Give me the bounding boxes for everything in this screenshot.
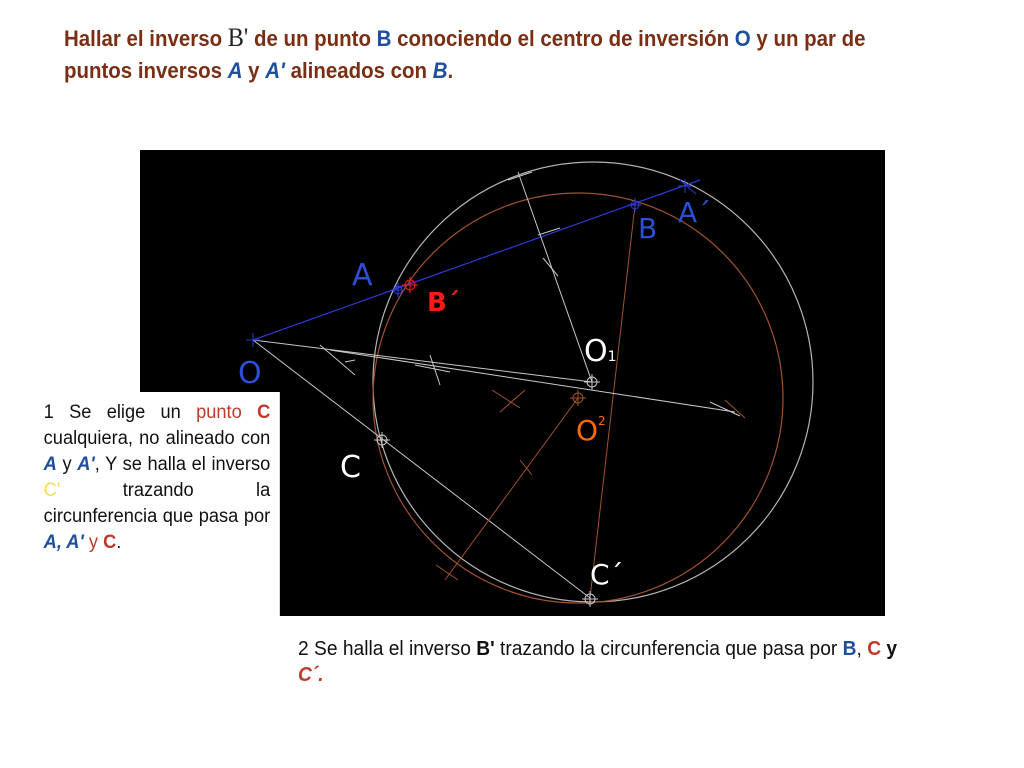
label-a-prime: A´ [678, 196, 712, 229]
step2-text: y [881, 638, 898, 660]
point-bprime [402, 277, 418, 293]
step1-text: y [56, 454, 78, 475]
step1-text [242, 402, 257, 423]
label-b-prime: B´ [427, 288, 460, 318]
line-o-o1 [253, 340, 592, 382]
title-text: conociendo el centro de inversión [391, 26, 735, 51]
bisector-c-cprime [445, 398, 578, 580]
step1-c2: C [103, 532, 117, 553]
step2-c: C [867, 638, 882, 660]
title-text: y un par de puntos inversos [64, 26, 866, 83]
arc-mark [320, 345, 355, 375]
arc-mark [543, 258, 558, 276]
title-b: B [376, 26, 392, 51]
label-b: B [638, 212, 658, 245]
arc-mark [500, 390, 525, 412]
step2-text: trazando la circunferencia que pasa por [494, 638, 843, 660]
bisector-a-c [330, 350, 735, 412]
step1-cprime: C' [43, 480, 61, 501]
step1-text: trazando la circunferencia que pasa por [43, 480, 271, 527]
label-o1-letter: O [584, 334, 608, 369]
step1-text: cualquiera, no alineado con [43, 428, 271, 449]
point-markers [374, 374, 600, 607]
step2-bprime: B' [476, 638, 495, 660]
line-o-aprime [253, 180, 700, 340]
label-o2 [576, 414, 606, 447]
title-text: de un punto [248, 26, 377, 51]
point-o2 [570, 390, 586, 406]
arc-mark [520, 460, 532, 475]
title-text: . [447, 58, 454, 83]
step-2-text [298, 636, 912, 688]
label-o1 [584, 334, 617, 369]
step1-aa: A, A' [43, 532, 84, 553]
step-1-text [36, 392, 280, 642]
title-aprime: A' [265, 58, 285, 83]
label-o2-letter: O [576, 414, 599, 447]
bisector-a-aprime [518, 172, 592, 382]
page-title [64, 22, 929, 87]
title-a: A [227, 58, 243, 83]
step1-text: . [116, 532, 122, 553]
step1-c: C [257, 402, 271, 423]
line-o-c [253, 340, 590, 598]
title-text: Hallar el inverso [64, 26, 228, 51]
step2-b: B [842, 638, 857, 660]
title-text: alineados con [284, 58, 433, 83]
line-b-cprime [590, 205, 635, 598]
title-o: O [734, 26, 751, 51]
step1-y: y [88, 532, 99, 553]
step2-text: 2 Se halla el inverso [298, 638, 477, 660]
step1-text: 1 Se elige un [43, 402, 197, 423]
label-c: C [340, 450, 361, 485]
arc-mark [345, 360, 355, 362]
label-c-prime: C´ [590, 558, 624, 591]
step1-aprime: A' [77, 454, 95, 475]
step2-text: , [856, 638, 868, 660]
step2-cprime: C´. [298, 664, 324, 686]
title-bprime: B' [227, 23, 249, 52]
arc-mark [492, 390, 520, 408]
step1-text: , Y se halla el inverso [94, 454, 271, 475]
step1-punto: punto [196, 402, 242, 423]
step1-a: A [43, 454, 57, 475]
label-a: A [352, 258, 373, 293]
label-o1-sub: 1 [607, 349, 617, 365]
title-b2: B [432, 58, 448, 83]
label-o: O [238, 356, 262, 391]
arc-mark [725, 400, 745, 418]
title-text: y [242, 58, 266, 83]
label-o2-sub: 2 [598, 414, 606, 428]
